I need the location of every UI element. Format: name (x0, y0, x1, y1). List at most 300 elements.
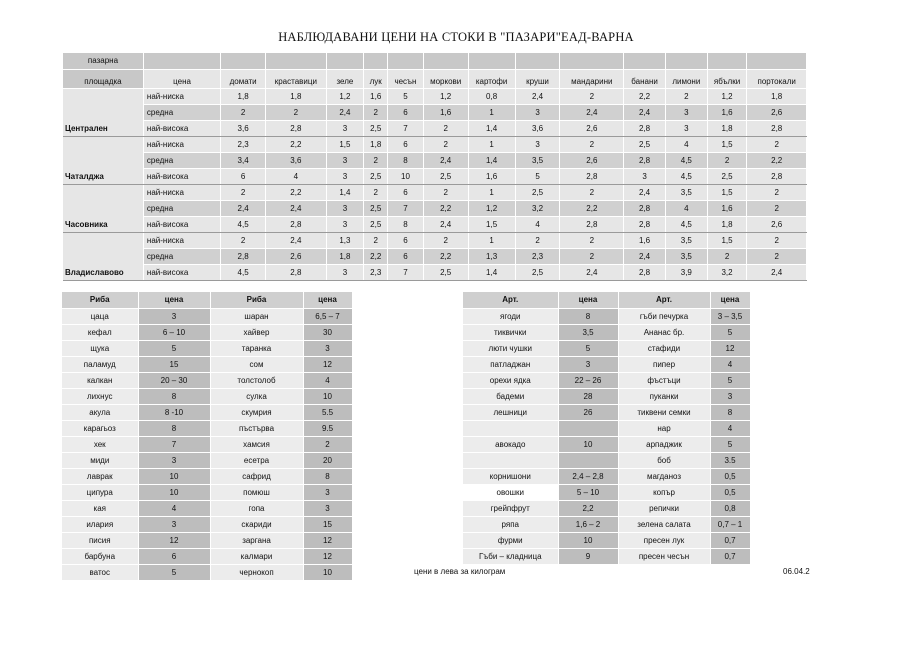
price-cell: 3 (515, 105, 560, 121)
price-cell: 2,5 (364, 201, 388, 217)
price-level-label: средна (143, 105, 220, 121)
price-level-label: най-ниска (143, 185, 220, 201)
item-name: зелена салата (618, 517, 710, 533)
price-cell: 1,2 (468, 201, 515, 217)
price-cell: 4 (266, 169, 327, 185)
item-name: фурми (463, 533, 558, 549)
item-price: 3 (710, 389, 750, 405)
column-header: Риба (210, 292, 303, 309)
price-cell: 3 (326, 121, 364, 137)
table-row (463, 517, 750, 533)
table-row (62, 389, 352, 405)
price-cell: 1 (468, 233, 515, 249)
item-price: 3 (558, 357, 618, 373)
item-price: 8 (303, 469, 352, 485)
price-cell: 2 (515, 233, 560, 249)
item-price: 20 – 30 (138, 373, 210, 389)
price-cell: 4,5 (665, 217, 707, 233)
item-name: таранка (210, 341, 303, 357)
price-cell: 2 (560, 233, 624, 249)
item-price: 8 (710, 405, 750, 421)
table-row (62, 405, 352, 421)
item-name: пуканки (618, 389, 710, 405)
price-cell: 1,5 (326, 137, 364, 153)
price-cell: 2,3 (515, 249, 560, 265)
item-name: карагьоз (62, 421, 138, 437)
price-cell: 2,2 (266, 185, 327, 201)
item-name: пъстърва (210, 421, 303, 437)
column-header: лук (364, 70, 388, 89)
header-spacer (364, 53, 388, 70)
item-name: копър (618, 485, 710, 501)
price-cell: 2,6 (266, 249, 327, 265)
table-row (463, 453, 750, 469)
column-header: картофи (468, 70, 515, 89)
price-level-label: най-ниска (143, 233, 220, 249)
price-level-label: най-висока (143, 217, 220, 233)
price-cell: 2,5 (423, 169, 468, 185)
item-price: 5 (710, 437, 750, 453)
item-name: барбуна (62, 549, 138, 565)
item-price: 5 (138, 565, 210, 581)
table-row (62, 549, 352, 565)
item-price (558, 421, 618, 437)
price-cell: 8 (388, 153, 424, 169)
header-spacer (423, 53, 468, 70)
price-cell: 5 (515, 169, 560, 185)
price-cell: 2,8 (266, 121, 327, 137)
price-cell: 1,5 (468, 217, 515, 233)
table-row (463, 405, 750, 421)
item-price: 10 (138, 485, 210, 501)
item-price: 4 (710, 357, 750, 373)
item-price: 3 (138, 309, 210, 325)
date-label: 06.04.2 (783, 567, 810, 576)
price-cell: 2 (747, 201, 807, 217)
market-header-bottom: площадка (63, 70, 143, 89)
price-cell: 2,4 (423, 153, 468, 169)
price-cell: 2 (364, 185, 388, 201)
price-cell: 2,4 (560, 105, 624, 121)
item-price: 26 (558, 405, 618, 421)
price-cell: 2,4 (624, 185, 666, 201)
price-cell: 7 (388, 121, 424, 137)
price-cell: 3 (624, 169, 666, 185)
column-header: Арт. (463, 292, 558, 309)
item-price: 10 (303, 389, 352, 405)
price-cell: 2 (423, 121, 468, 137)
price-row (63, 265, 807, 281)
price-cell: 1,6 (707, 105, 747, 121)
item-name: бадеми (463, 389, 558, 405)
price-cell: 1 (468, 185, 515, 201)
item-name: нар (618, 421, 710, 437)
price-cell: 2,5 (515, 185, 560, 201)
header-spacer (747, 53, 807, 70)
price-cell: 2,8 (266, 265, 327, 281)
price-cell: 2 (560, 249, 624, 265)
table-row (463, 341, 750, 357)
table-row (463, 437, 750, 453)
item-name: хек (62, 437, 138, 453)
item-name: калкан (62, 373, 138, 389)
column-header: банани (624, 70, 666, 89)
price-cell: 2,6 (560, 121, 624, 137)
price-cell: 1,2 (326, 89, 364, 105)
item-price: 3.5 (710, 453, 750, 469)
price-cell: 0,8 (468, 89, 515, 105)
item-price: 9.5 (303, 421, 352, 437)
item-price: 12 (303, 357, 352, 373)
market-name: Централен (63, 89, 143, 137)
item-name: толстолоб (210, 373, 303, 389)
item-name: Ананас бр. (618, 325, 710, 341)
price-cell: 6 (388, 105, 424, 121)
price-cell: 2,4 (560, 265, 624, 281)
price-cell: 2,2 (364, 249, 388, 265)
item-name: илария (62, 517, 138, 533)
price-cell: 2 (423, 185, 468, 201)
item-name: хайвер (210, 325, 303, 341)
item-name: пипер (618, 357, 710, 373)
column-header: чесън (388, 70, 424, 89)
item-name: кефал (62, 325, 138, 341)
price-cell: 3 (326, 169, 364, 185)
item-name: лешници (463, 405, 558, 421)
price-row (63, 105, 807, 121)
price-cell: 3,5 (665, 249, 707, 265)
column-header: ябълки (707, 70, 747, 89)
column-header: круши (515, 70, 560, 89)
item-name: авокадо (463, 437, 558, 453)
market-name: Чаталджа (63, 137, 143, 185)
price-cell: 6 (388, 233, 424, 249)
item-name: ципура (62, 485, 138, 501)
price-row (63, 89, 807, 105)
item-name: репички (618, 501, 710, 517)
column-header: краставици (266, 70, 327, 89)
price-row (63, 121, 807, 137)
item-name: овошки (463, 485, 558, 501)
item-price: 0,8 (710, 501, 750, 517)
price-cell: 1,6 (707, 201, 747, 217)
price-cell: 2,8 (624, 217, 666, 233)
price-cell: 2 (221, 105, 266, 121)
item-price: 5 – 10 (558, 485, 618, 501)
price-cell: 4,5 (665, 153, 707, 169)
price-cell: 2 (364, 153, 388, 169)
price-cell: 2 (364, 105, 388, 121)
price-cell: 1,6 (423, 105, 468, 121)
item-price: 0,7 (710, 549, 750, 565)
header-spacer (388, 53, 424, 70)
price-cell: 3 (665, 105, 707, 121)
price-cell: 2,2 (747, 153, 807, 169)
item-name: помюш (210, 485, 303, 501)
header-row-top (63, 53, 807, 70)
table-row (463, 549, 750, 565)
item-price: 5 (138, 341, 210, 357)
header-spacer (143, 53, 220, 70)
item-name: боб (618, 453, 710, 469)
price-row (63, 249, 807, 265)
units-note: цени в лева за килограм (414, 567, 506, 576)
table-row (62, 565, 352, 581)
price-cell: 4,5 (665, 169, 707, 185)
price-cell: 3,2 (707, 265, 747, 281)
price-cell: 3 (326, 265, 364, 281)
table-row (62, 357, 352, 373)
price-cell: 2 (665, 89, 707, 105)
item-name: заргана (210, 533, 303, 549)
item-name: цаца (62, 309, 138, 325)
price-cell: 2 (560, 137, 624, 153)
table-row (463, 357, 750, 373)
column-header: лимони (665, 70, 707, 89)
price-cell: 3,5 (665, 233, 707, 249)
price-cell: 2,5 (707, 169, 747, 185)
price-level-label: средна (143, 249, 220, 265)
column-header: зеле (326, 70, 364, 89)
price-cell: 3 (326, 153, 364, 169)
price-cell: 3,2 (515, 201, 560, 217)
price-cell: 2,3 (364, 265, 388, 281)
table-row (62, 453, 352, 469)
column-header: цена (710, 292, 750, 309)
item-price: 12 (303, 549, 352, 565)
price-cell: 2,4 (423, 217, 468, 233)
price-cell: 2,4 (515, 89, 560, 105)
column-header: цена (303, 292, 352, 309)
item-price: 3 – 3,5 (710, 309, 750, 325)
column-header: моркови (423, 70, 468, 89)
price-cell: 2 (560, 185, 624, 201)
header-spacer (665, 53, 707, 70)
price-cell: 2,5 (624, 137, 666, 153)
price-cell: 6 (221, 169, 266, 185)
item-price: 30 (303, 325, 352, 341)
price-cell: 2,4 (747, 265, 807, 281)
price-cell: 4,5 (221, 265, 266, 281)
item-price (558, 453, 618, 469)
item-price: 3 (303, 485, 352, 501)
price-cell: 3 (515, 137, 560, 153)
price-level-label: най-висока (143, 265, 220, 281)
price-row (63, 153, 807, 169)
item-name: магданоз (618, 469, 710, 485)
price-level-label: най-висока (143, 169, 220, 185)
item-name: гопа (210, 501, 303, 517)
price-cell: 1,2 (707, 89, 747, 105)
column-header: Арт. (618, 292, 710, 309)
item-price: 1,6 – 2 (558, 517, 618, 533)
table-row (62, 341, 352, 357)
price-cell: 1,3 (326, 233, 364, 249)
price-cell: 1,6 (468, 169, 515, 185)
price-cell: 1,4 (468, 153, 515, 169)
price-level-label: средна (143, 153, 220, 169)
item-price: 0,7 – 1 (710, 517, 750, 533)
price-cell: 1 (468, 137, 515, 153)
price-cell: 2 (747, 249, 807, 265)
item-price: 10 (558, 437, 618, 453)
item-name: кая (62, 501, 138, 517)
price-cell: 2 (707, 249, 747, 265)
price-level-label: средна (143, 201, 220, 217)
table-row (463, 389, 750, 405)
table-row (62, 501, 352, 517)
item-price: 10 (138, 469, 210, 485)
column-header: цена (138, 292, 210, 309)
item-name: скариди (210, 517, 303, 533)
item-name: Гъби – кладница (463, 549, 558, 565)
item-name: щука (62, 341, 138, 357)
header-spacer (468, 53, 515, 70)
item-price: 6 (138, 549, 210, 565)
price-cell: 2,4 (266, 233, 327, 249)
price-cell: 2,6 (747, 105, 807, 121)
item-price: 5 (558, 341, 618, 357)
price-cell: 3,9 (665, 265, 707, 281)
item-price: 5.5 (303, 405, 352, 421)
header-row (63, 70, 807, 89)
price-row (63, 169, 807, 185)
item-price: 5 (710, 325, 750, 341)
table-row (62, 469, 352, 485)
item-price: 7 (138, 437, 210, 453)
price-cell: 2 (221, 233, 266, 249)
price-cell: 1,6 (364, 89, 388, 105)
price-level-label: най-висока (143, 121, 220, 137)
price-cell: 2,8 (747, 121, 807, 137)
item-price: 9 (558, 549, 618, 565)
price-row (63, 201, 807, 217)
table-row (62, 437, 352, 453)
item-name: стафиди (618, 341, 710, 357)
item-price: 0,5 (710, 485, 750, 501)
header-spacer (560, 53, 624, 70)
price-cell: 3,5 (515, 153, 560, 169)
header-spacer (266, 53, 327, 70)
price-cell: 2 (747, 233, 807, 249)
price-cell: 1,5 (707, 185, 747, 201)
item-name: скумрия (210, 405, 303, 421)
price-cell: 2,4 (221, 201, 266, 217)
table-row (62, 533, 352, 549)
item-name: арпаджик (618, 437, 710, 453)
item-price: 4 (138, 501, 210, 517)
item-price: 12 (303, 533, 352, 549)
item-name (463, 421, 558, 437)
item-price: 10 (558, 533, 618, 549)
item-name: акула (62, 405, 138, 421)
price-cell: 2,5 (515, 265, 560, 281)
table-row (463, 469, 750, 485)
price-cell: 4,5 (221, 217, 266, 233)
price-cell: 3 (326, 217, 364, 233)
column-header: домати (221, 70, 266, 89)
item-price: 10 (303, 565, 352, 581)
table-header-row (463, 292, 750, 309)
item-name: сулка (210, 389, 303, 405)
price-cell: 1,4 (468, 265, 515, 281)
price-cell: 4 (515, 217, 560, 233)
item-name: паламуд (62, 357, 138, 373)
price-cell: 1,8 (747, 89, 807, 105)
item-price: 8 -10 (138, 405, 210, 421)
table-row (62, 485, 352, 501)
item-name: сафрид (210, 469, 303, 485)
price-cell: 2,8 (624, 121, 666, 137)
item-name: есетра (210, 453, 303, 469)
price-cell: 2,5 (423, 265, 468, 281)
item-price: 4 (710, 421, 750, 437)
price-cell: 1,8 (326, 249, 364, 265)
item-price: 0,5 (710, 469, 750, 485)
item-name: сом (210, 357, 303, 373)
item-price: 4 (303, 373, 352, 389)
table-row (463, 533, 750, 549)
item-price: 6 – 10 (138, 325, 210, 341)
price-cell: 2,3 (221, 137, 266, 153)
price-cell: 3 (665, 121, 707, 137)
price-cell: 1,8 (221, 89, 266, 105)
item-price: 8 (138, 421, 210, 437)
price-cell: 3,6 (515, 121, 560, 137)
price-cell: 2,2 (423, 201, 468, 217)
item-price: 3 (138, 453, 210, 469)
header-spacer (326, 53, 364, 70)
item-name: хамсия (210, 437, 303, 453)
item-name: калмари (210, 549, 303, 565)
price-cell: 2 (707, 153, 747, 169)
price-row (63, 137, 807, 153)
item-name: писия (62, 533, 138, 549)
market-name: Часовника (63, 185, 143, 233)
item-price: 15 (138, 357, 210, 373)
price-cell: 1,5 (707, 233, 747, 249)
table-row (62, 309, 352, 325)
price-cell: 1,5 (707, 137, 747, 153)
item-name: орехи ядка (463, 373, 558, 389)
item-name: ягоди (463, 309, 558, 325)
item-name: миди (62, 453, 138, 469)
header-spacer (624, 53, 666, 70)
price-cell: 2,5 (364, 169, 388, 185)
column-header: Риба (62, 292, 138, 309)
item-name: пресен чесън (618, 549, 710, 565)
price-cell: 1,4 (326, 185, 364, 201)
column-header: цена (558, 292, 618, 309)
price-cell: 2,5 (364, 121, 388, 137)
price-cell: 2,6 (560, 153, 624, 169)
item-name: пресен лук (618, 533, 710, 549)
header-spacer (707, 53, 747, 70)
price-cell: 2,8 (560, 217, 624, 233)
item-price: 3 (138, 517, 210, 533)
price-cell: 2,8 (266, 217, 327, 233)
table-row (463, 485, 750, 501)
table-row (62, 373, 352, 389)
price-cell: 1,8 (707, 217, 747, 233)
price-cell: 4 (665, 201, 707, 217)
column-header: мандарини (560, 70, 624, 89)
price-cell: 2,4 (326, 105, 364, 121)
market-header-top: пазарна (63, 53, 143, 70)
price-cell: 2,8 (624, 265, 666, 281)
item-name: шаран (210, 309, 303, 325)
item-name: гъби печурка (618, 309, 710, 325)
